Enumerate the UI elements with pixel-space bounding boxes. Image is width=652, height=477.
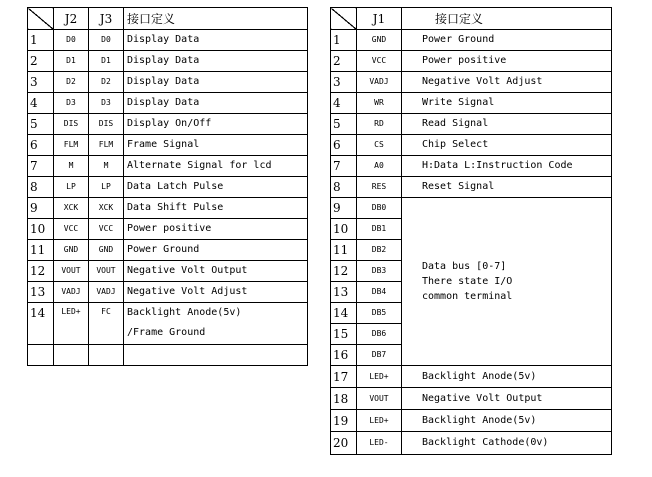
pin-number: 12: [28, 261, 54, 282]
pin-number: 9: [28, 198, 54, 219]
j3-pin: GND: [89, 240, 124, 261]
data-bus-line: Data bus [0-7]: [422, 261, 507, 272]
j1-pin: GND: [357, 30, 402, 51]
pin-description: Write Signal: [402, 93, 612, 114]
pin-number: 19: [331, 410, 357, 432]
empty-cell: [89, 345, 124, 366]
header-definition: 接口定义: [124, 8, 308, 30]
pin-number: 2: [331, 51, 357, 72]
j1-pin: LED+: [357, 366, 402, 388]
table-row: [331, 366, 612, 388]
pin-description: Data Shift Pulse: [124, 198, 308, 219]
pin-description-line: Backlight Anode(5v): [127, 307, 242, 318]
pin-description: Negative Volt Output: [124, 261, 308, 282]
table-row: [28, 114, 308, 135]
pin-description: Backlight Anode(5v): [402, 410, 612, 432]
table-row: [331, 51, 612, 72]
table-row: [28, 135, 308, 156]
table-row: [28, 156, 308, 177]
pin-number: 11: [331, 240, 357, 261]
j1-pin: RD: [357, 114, 402, 135]
j1-pin: VCC: [357, 51, 402, 72]
pin-number: 5: [331, 114, 357, 135]
j1-pin: DB7: [357, 345, 402, 366]
pin-number: 4: [331, 93, 357, 114]
pin-description: Frame Signal: [124, 135, 308, 156]
pin-number: 2: [28, 51, 54, 72]
j2-pin: D1: [54, 51, 89, 72]
empty-cell: [28, 345, 54, 366]
header-definition: 接口定义: [402, 8, 612, 30]
pin-description: Display Data: [124, 72, 308, 93]
pin-description: Alternate Signal for lcd: [124, 156, 308, 177]
pin-description: Power Ground: [402, 30, 612, 51]
pin-number: 3: [331, 72, 357, 93]
table-row: [28, 72, 308, 93]
pin-description: Reset Signal: [402, 177, 612, 198]
j2-pin: LED+: [54, 303, 89, 345]
pin-number: 8: [331, 177, 357, 198]
table-header-row: [28, 8, 308, 30]
pin-number: 9: [331, 198, 357, 219]
table-row: [331, 30, 612, 51]
table-row: [28, 177, 308, 198]
pin-number: 15: [331, 324, 357, 345]
header-j1: J1: [357, 8, 402, 30]
pin-number: 10: [28, 219, 54, 240]
pin-number: 1: [28, 30, 54, 51]
pin-description: Display Data: [124, 51, 308, 72]
pin-description: Display Data: [124, 93, 308, 114]
header-diagonal-cell: [331, 8, 357, 30]
pin-number: 4: [28, 93, 54, 114]
pin-description: Power Ground: [124, 240, 308, 261]
j3-pin: VCC: [89, 219, 124, 240]
table-row: [28, 93, 308, 114]
empty-cell: [54, 345, 89, 366]
pin-number: 13: [28, 282, 54, 303]
j1-pin: WR: [357, 93, 402, 114]
j3-pin: D3: [89, 93, 124, 114]
table-row: [331, 93, 612, 114]
j2-pin: D3: [54, 93, 89, 114]
j1-pin: VOUT: [357, 388, 402, 410]
pin-description: Backlight Cathode(0v): [402, 432, 612, 455]
j3-pin: D0: [89, 30, 124, 51]
j2-pin: DIS: [54, 114, 89, 135]
table-row: [331, 198, 612, 219]
table-row: [28, 30, 308, 51]
j3-pin: VOUT: [89, 261, 124, 282]
pin-description: Read Signal: [402, 114, 612, 135]
j3-pin: D1: [89, 51, 124, 72]
table-row: [331, 177, 612, 198]
table-row: [331, 388, 612, 410]
j3-pin: D2: [89, 72, 124, 93]
j3-pin: FC: [89, 303, 124, 345]
j2-pin: D2: [54, 72, 89, 93]
pin-number: 1: [331, 30, 357, 51]
table-row: [331, 432, 612, 455]
empty-cell: [124, 345, 308, 366]
pin-description: Negative Volt Adjust: [402, 72, 612, 93]
table-row: [331, 410, 612, 432]
j3-pin: FLM: [89, 135, 124, 156]
pin-description: [124, 303, 308, 345]
pin-number: 5: [28, 114, 54, 135]
j2-pin: GND: [54, 240, 89, 261]
j2-pin: D0: [54, 30, 89, 51]
pin-number: 7: [331, 156, 357, 177]
table-row: [28, 51, 308, 72]
j2-pin: VCC: [54, 219, 89, 240]
pin-description: Display On/Off: [124, 114, 308, 135]
j2-pin: XCK: [54, 198, 89, 219]
right-pin-table: [330, 7, 612, 455]
j1-pin: DB5: [357, 303, 402, 324]
table-row: [28, 240, 308, 261]
j1-pin: LED-: [357, 432, 402, 455]
header-diagonal-cell: [28, 8, 54, 30]
pin-number: 16: [331, 345, 357, 366]
pin-number: 6: [28, 135, 54, 156]
j2-pin: LP: [54, 177, 89, 198]
j2-pin: VADJ: [54, 282, 89, 303]
pin-description: Display Data: [124, 30, 308, 51]
pin-description: H:Data L:Instruction Code: [402, 156, 612, 177]
j1-pin: A0: [357, 156, 402, 177]
table-row: [331, 114, 612, 135]
j3-pin: XCK: [89, 198, 124, 219]
j1-pin: DB3: [357, 261, 402, 282]
table-row: [28, 261, 308, 282]
pin-number: 12: [331, 261, 357, 282]
data-bus-line: common terminal: [422, 291, 513, 302]
j3-pin: M: [89, 156, 124, 177]
pin-description: Negative Volt Adjust: [124, 282, 308, 303]
header-j2: J2: [54, 8, 89, 30]
j2-pin: FLM: [54, 135, 89, 156]
pin-description: Data Latch Pulse: [124, 177, 308, 198]
table-header-row: [331, 8, 612, 30]
j1-pin: CS: [357, 135, 402, 156]
pin-number: 11: [28, 240, 54, 261]
j1-pin: DB0: [357, 198, 402, 219]
table-row: [331, 135, 612, 156]
pin-number: 20: [331, 432, 357, 455]
pin-number: 14: [28, 303, 54, 345]
j1-pin: VADJ: [357, 72, 402, 93]
pin-number: 6: [331, 135, 357, 156]
j1-pin: DB2: [357, 240, 402, 261]
pin-number: 8: [28, 177, 54, 198]
left-pin-table: [27, 7, 308, 366]
j1-pin: DB6: [357, 324, 402, 345]
pin-number: 18: [331, 388, 357, 410]
pin-description: Power positive: [402, 51, 612, 72]
table-row: [331, 72, 612, 93]
header-j3: J3: [89, 8, 124, 30]
j3-pin: DIS: [89, 114, 124, 135]
table-row: [28, 219, 308, 240]
table-row: [28, 198, 308, 219]
pin-description: Power positive: [124, 219, 308, 240]
pin-number: 13: [331, 282, 357, 303]
pin-number: 7: [28, 156, 54, 177]
j1-pin: DB1: [357, 219, 402, 240]
pin-number: 17: [331, 366, 357, 388]
pin-description: Chip Select: [402, 135, 612, 156]
pin-description: Backlight Anode(5v): [402, 366, 612, 388]
j3-pin: VADJ: [89, 282, 124, 303]
data-bus-description: [402, 198, 612, 366]
pin-number: 14: [331, 303, 357, 324]
pin-description: Negative Volt Output: [402, 388, 612, 410]
j1-pin: LED+: [357, 410, 402, 432]
table-row: [331, 156, 612, 177]
table-row: [28, 282, 308, 303]
data-bus-line: There state I/O: [422, 276, 513, 287]
table-row: [28, 303, 308, 345]
pin-description-line: /Frame Ground: [127, 327, 206, 338]
empty-row: [28, 345, 308, 366]
j1-pin: DB4: [357, 282, 402, 303]
j3-pin: LP: [89, 177, 124, 198]
pin-number: 3: [28, 72, 54, 93]
j2-pin: VOUT: [54, 261, 89, 282]
j2-pin: M: [54, 156, 89, 177]
j1-pin: RES: [357, 177, 402, 198]
pin-number: 10: [331, 219, 357, 240]
